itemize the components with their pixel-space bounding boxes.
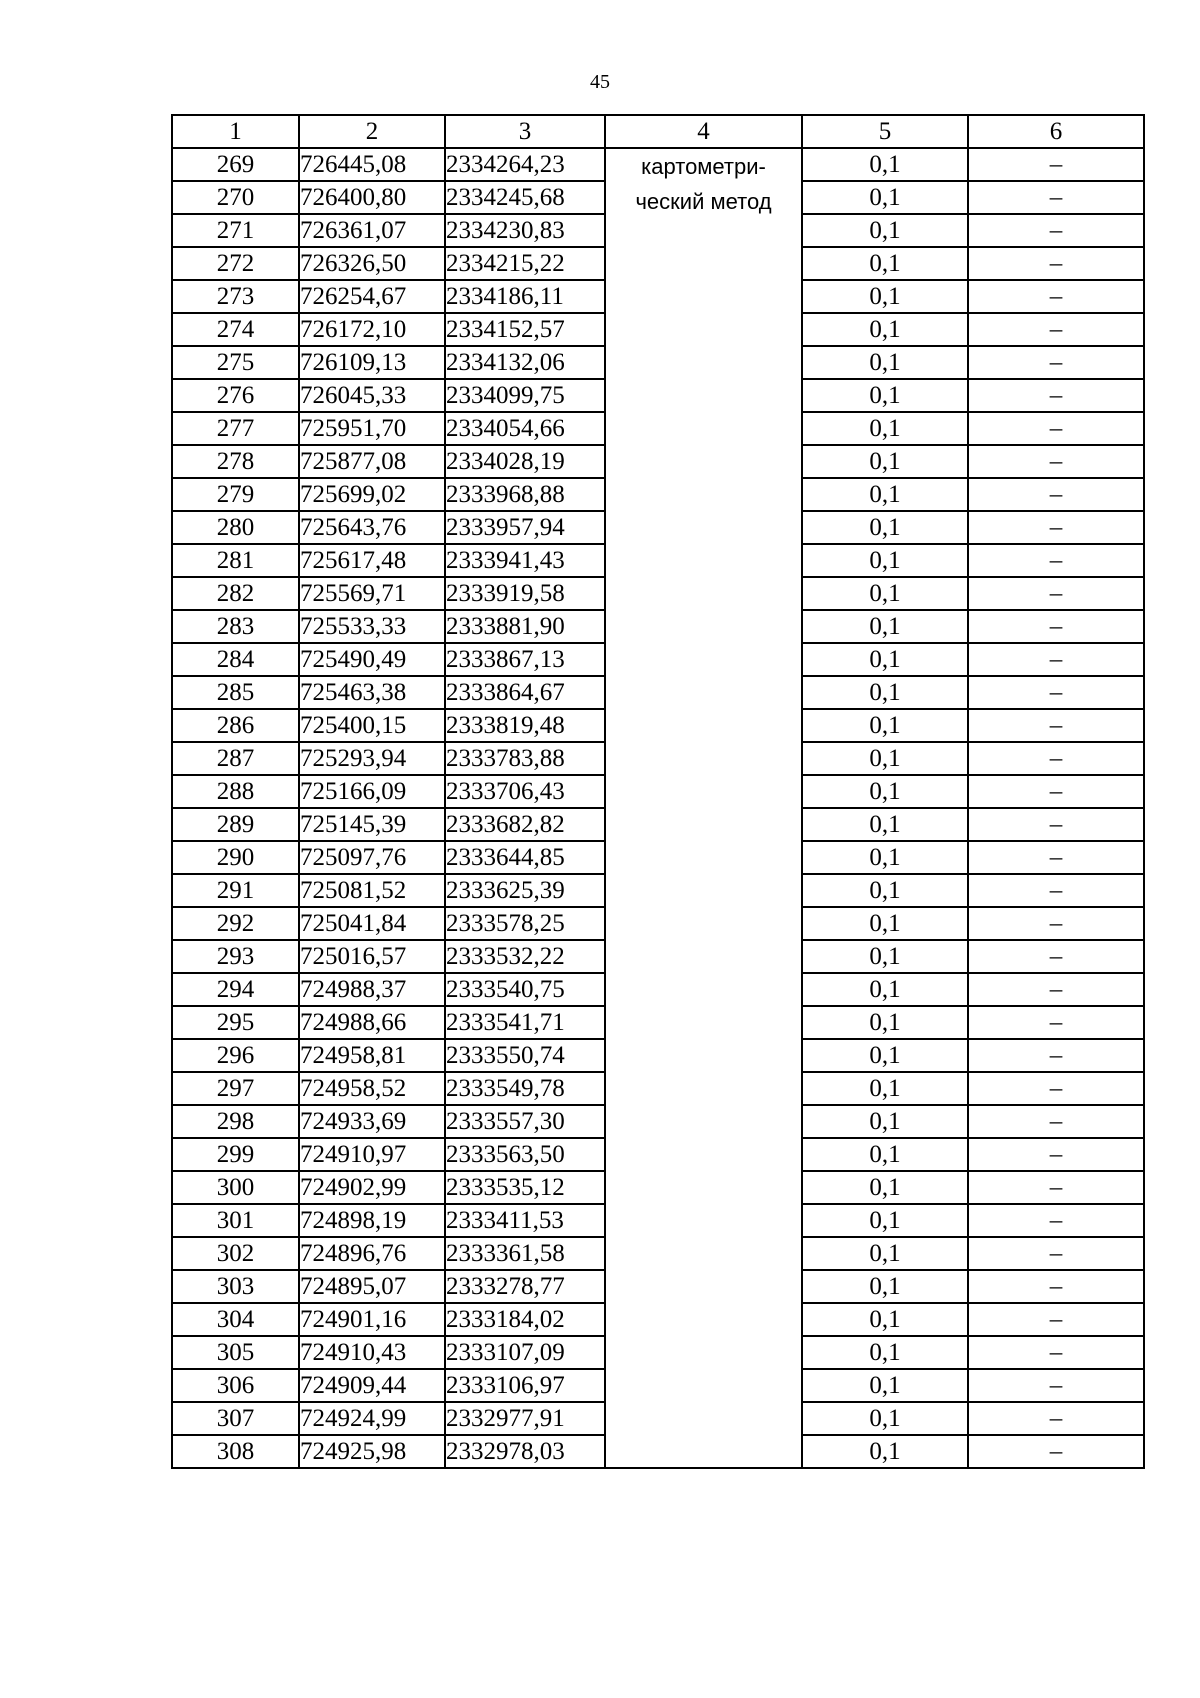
- x-coordinate-cell: 724924,99: [299, 1402, 445, 1435]
- point-number-cell: 291: [172, 874, 299, 907]
- y-coordinate-cell: 2334230,83: [445, 214, 605, 247]
- accuracy-cell: 0,1: [802, 1072, 968, 1105]
- header-col-5: 5: [802, 115, 968, 148]
- accuracy-cell: 0,1: [802, 1369, 968, 1402]
- x-coordinate-cell: 725041,84: [299, 907, 445, 940]
- point-number-cell: 280: [172, 511, 299, 544]
- note-cell: –: [968, 478, 1144, 511]
- x-coordinate-cell: 725097,76: [299, 841, 445, 874]
- point-number-cell: 297: [172, 1072, 299, 1105]
- point-number-cell: 276: [172, 379, 299, 412]
- y-coordinate-cell: 2333881,90: [445, 610, 605, 643]
- y-coordinate-cell: 2333532,22: [445, 940, 605, 973]
- table-body: [172, 148, 1144, 1468]
- y-coordinate-cell: 2333819,48: [445, 709, 605, 742]
- accuracy-cell: 0,1: [802, 478, 968, 511]
- coordinates-table: [171, 114, 1145, 1469]
- x-coordinate-cell: 725617,48: [299, 544, 445, 577]
- x-coordinate-cell: 725463,38: [299, 676, 445, 709]
- header-col-1: 1: [172, 115, 299, 148]
- accuracy-cell: 0,1: [802, 247, 968, 280]
- point-number-cell: 279: [172, 478, 299, 511]
- x-coordinate-cell: 725081,52: [299, 874, 445, 907]
- accuracy-cell: 0,1: [802, 346, 968, 379]
- note-cell: –: [968, 709, 1144, 742]
- note-cell: –: [968, 412, 1144, 445]
- note-cell: –: [968, 1138, 1144, 1171]
- note-cell: –: [968, 973, 1144, 1006]
- note-cell: –: [968, 379, 1144, 412]
- x-coordinate-cell: 724958,81: [299, 1039, 445, 1072]
- accuracy-cell: 0,1: [802, 709, 968, 742]
- y-coordinate-cell: 2333411,53: [445, 1204, 605, 1237]
- x-coordinate-cell: 726361,07: [299, 214, 445, 247]
- x-coordinate-cell: 724901,16: [299, 1303, 445, 1336]
- x-coordinate-cell: 725569,71: [299, 577, 445, 610]
- point-number-cell: 283: [172, 610, 299, 643]
- accuracy-cell: 0,1: [802, 676, 968, 709]
- note-cell: –: [968, 313, 1144, 346]
- note-cell: –: [968, 1303, 1144, 1336]
- x-coordinate-cell: 724895,07: [299, 1270, 445, 1303]
- y-coordinate-cell: 2334215,22: [445, 247, 605, 280]
- accuracy-cell: 0,1: [802, 1402, 968, 1435]
- accuracy-cell: 0,1: [802, 379, 968, 412]
- point-number-cell: 286: [172, 709, 299, 742]
- header-col-2: 2: [299, 115, 445, 148]
- y-coordinate-cell: 2333682,82: [445, 808, 605, 841]
- x-coordinate-cell: 726445,08: [299, 148, 445, 181]
- x-coordinate-cell: 725877,08: [299, 445, 445, 478]
- x-coordinate-cell: 724958,52: [299, 1072, 445, 1105]
- y-coordinate-cell: 2333968,88: [445, 478, 605, 511]
- note-cell: –: [968, 1336, 1144, 1369]
- note-cell: –: [968, 1237, 1144, 1270]
- y-coordinate-cell: 2333957,94: [445, 511, 605, 544]
- note-cell: –: [968, 280, 1144, 313]
- y-coordinate-cell: 2334245,68: [445, 181, 605, 214]
- accuracy-cell: 0,1: [802, 1435, 968, 1468]
- point-number-cell: 281: [172, 544, 299, 577]
- accuracy-cell: 0,1: [802, 1171, 968, 1204]
- accuracy-cell: 0,1: [802, 841, 968, 874]
- x-coordinate-cell: 726400,80: [299, 181, 445, 214]
- note-cell: –: [968, 775, 1144, 808]
- y-coordinate-cell: 2333549,78: [445, 1072, 605, 1105]
- x-coordinate-cell: 724910,43: [299, 1336, 445, 1369]
- accuracy-cell: 0,1: [802, 610, 968, 643]
- note-cell: –: [968, 643, 1144, 676]
- note-cell: –: [968, 874, 1144, 907]
- note-cell: –: [968, 1270, 1144, 1303]
- point-number-cell: 282: [172, 577, 299, 610]
- note-cell: –: [968, 346, 1144, 379]
- y-coordinate-cell: 2333941,43: [445, 544, 605, 577]
- accuracy-cell: 0,1: [802, 1336, 968, 1369]
- x-coordinate-cell: 725643,76: [299, 511, 445, 544]
- note-cell: –: [968, 148, 1144, 181]
- y-coordinate-cell: 2332978,03: [445, 1435, 605, 1468]
- note-cell: –: [968, 544, 1144, 577]
- note-cell: –: [968, 1072, 1144, 1105]
- accuracy-cell: 0,1: [802, 214, 968, 247]
- point-number-cell: 287: [172, 742, 299, 775]
- x-coordinate-cell: 724925,98: [299, 1435, 445, 1468]
- x-coordinate-cell: 726254,67: [299, 280, 445, 313]
- note-cell: –: [968, 1204, 1144, 1237]
- x-coordinate-cell: 725490,49: [299, 643, 445, 676]
- accuracy-cell: 0,1: [802, 1138, 968, 1171]
- point-number-cell: 293: [172, 940, 299, 973]
- y-coordinate-cell: 2334028,19: [445, 445, 605, 478]
- header-col-4: 4: [605, 115, 802, 148]
- y-coordinate-cell: 2332977,91: [445, 1402, 605, 1435]
- point-number-cell: 295: [172, 1006, 299, 1039]
- y-coordinate-cell: 2334186,11: [445, 280, 605, 313]
- x-coordinate-cell: 724910,97: [299, 1138, 445, 1171]
- note-cell: –: [968, 1402, 1144, 1435]
- note-cell: –: [968, 940, 1144, 973]
- y-coordinate-cell: 2333919,58: [445, 577, 605, 610]
- y-coordinate-cell: 2333867,13: [445, 643, 605, 676]
- point-number-cell: 305: [172, 1336, 299, 1369]
- note-cell: –: [968, 1171, 1144, 1204]
- note-cell: –: [968, 445, 1144, 478]
- note-cell: –: [968, 742, 1144, 775]
- y-coordinate-cell: 2334152,57: [445, 313, 605, 346]
- accuracy-cell: 0,1: [802, 181, 968, 214]
- point-number-cell: 274: [172, 313, 299, 346]
- note-cell: –: [968, 610, 1144, 643]
- point-number-cell: 299: [172, 1138, 299, 1171]
- accuracy-cell: 0,1: [802, 940, 968, 973]
- note-cell: –: [968, 808, 1144, 841]
- accuracy-cell: 0,1: [802, 1105, 968, 1138]
- x-coordinate-cell: 724988,37: [299, 973, 445, 1006]
- point-number-cell: 284: [172, 643, 299, 676]
- accuracy-cell: 0,1: [802, 1237, 968, 1270]
- accuracy-cell: 0,1: [802, 544, 968, 577]
- y-coordinate-cell: 2333107,09: [445, 1336, 605, 1369]
- point-number-cell: 285: [172, 676, 299, 709]
- point-number-cell: 271: [172, 214, 299, 247]
- accuracy-cell: 0,1: [802, 445, 968, 478]
- y-coordinate-cell: 2333578,25: [445, 907, 605, 940]
- point-number-cell: 290: [172, 841, 299, 874]
- method-text-line: картометри-: [641, 154, 766, 179]
- accuracy-cell: 0,1: [802, 1303, 968, 1336]
- y-coordinate-cell: 2334132,06: [445, 346, 605, 379]
- point-number-cell: 301: [172, 1204, 299, 1237]
- accuracy-cell: 0,1: [802, 973, 968, 1006]
- point-number-cell: 288: [172, 775, 299, 808]
- x-coordinate-cell: 724898,19: [299, 1204, 445, 1237]
- note-cell: –: [968, 1105, 1144, 1138]
- accuracy-cell: 0,1: [802, 148, 968, 181]
- note-cell: –: [968, 1435, 1144, 1468]
- point-number-cell: 307: [172, 1402, 299, 1435]
- point-number-cell: 302: [172, 1237, 299, 1270]
- y-coordinate-cell: 2333550,74: [445, 1039, 605, 1072]
- y-coordinate-cell: 2334054,66: [445, 412, 605, 445]
- y-coordinate-cell: 2333563,50: [445, 1138, 605, 1171]
- note-cell: –: [968, 247, 1144, 280]
- accuracy-cell: 0,1: [802, 808, 968, 841]
- header-col-3: 3: [445, 115, 605, 148]
- note-cell: –: [968, 676, 1144, 709]
- accuracy-cell: 0,1: [802, 742, 968, 775]
- method-cell: [605, 148, 802, 1468]
- y-coordinate-cell: 2333557,30: [445, 1105, 605, 1138]
- note-cell: –: [968, 1006, 1144, 1039]
- point-number-cell: 272: [172, 247, 299, 280]
- accuracy-cell: 0,1: [802, 874, 968, 907]
- point-number-cell: 304: [172, 1303, 299, 1336]
- x-coordinate-cell: 726172,10: [299, 313, 445, 346]
- table-row: [172, 148, 1144, 181]
- accuracy-cell: 0,1: [802, 412, 968, 445]
- accuracy-cell: 0,1: [802, 1204, 968, 1237]
- y-coordinate-cell: 2333644,85: [445, 841, 605, 874]
- point-number-cell: 308: [172, 1435, 299, 1468]
- x-coordinate-cell: 724902,99: [299, 1171, 445, 1204]
- point-number-cell: 275: [172, 346, 299, 379]
- y-coordinate-cell: 2333106,97: [445, 1369, 605, 1402]
- x-coordinate-cell: 725166,09: [299, 775, 445, 808]
- x-coordinate-cell: 725951,70: [299, 412, 445, 445]
- point-number-cell: 273: [172, 280, 299, 313]
- y-coordinate-cell: 2333535,12: [445, 1171, 605, 1204]
- x-coordinate-cell: 726326,50: [299, 247, 445, 280]
- y-coordinate-cell: 2333540,75: [445, 973, 605, 1006]
- y-coordinate-cell: 2333625,39: [445, 874, 605, 907]
- point-number-cell: 300: [172, 1171, 299, 1204]
- accuracy-cell: 0,1: [802, 907, 968, 940]
- point-number-cell: 270: [172, 181, 299, 214]
- point-number-cell: 289: [172, 808, 299, 841]
- note-cell: –: [968, 181, 1144, 214]
- x-coordinate-cell: 725533,33: [299, 610, 445, 643]
- y-coordinate-cell: 2333706,43: [445, 775, 605, 808]
- point-number-cell: 277: [172, 412, 299, 445]
- y-coordinate-cell: 2334099,75: [445, 379, 605, 412]
- accuracy-cell: 0,1: [802, 1039, 968, 1072]
- accuracy-cell: 0,1: [802, 1006, 968, 1039]
- page-number: 45: [590, 71, 610, 93]
- point-number-cell: 298: [172, 1105, 299, 1138]
- point-number-cell: 278: [172, 445, 299, 478]
- point-number-cell: 269: [172, 148, 299, 181]
- x-coordinate-cell: 725016,57: [299, 940, 445, 973]
- x-coordinate-cell: 726109,13: [299, 346, 445, 379]
- accuracy-cell: 0,1: [802, 1270, 968, 1303]
- y-coordinate-cell: 2333278,77: [445, 1270, 605, 1303]
- x-coordinate-cell: 724896,76: [299, 1237, 445, 1270]
- note-cell: –: [968, 1369, 1144, 1402]
- note-cell: –: [968, 511, 1144, 544]
- y-coordinate-cell: 2333864,67: [445, 676, 605, 709]
- y-coordinate-cell: 2334264,23: [445, 148, 605, 181]
- x-coordinate-cell: 726045,33: [299, 379, 445, 412]
- y-coordinate-cell: 2333541,71: [445, 1006, 605, 1039]
- point-number-cell: 303: [172, 1270, 299, 1303]
- x-coordinate-cell: 724933,69: [299, 1105, 445, 1138]
- point-number-cell: 292: [172, 907, 299, 940]
- accuracy-cell: 0,1: [802, 511, 968, 544]
- header-col-6: 6: [968, 115, 1144, 148]
- point-number-cell: 306: [172, 1369, 299, 1402]
- accuracy-cell: 0,1: [802, 313, 968, 346]
- note-cell: –: [968, 577, 1144, 610]
- note-cell: –: [968, 214, 1144, 247]
- x-coordinate-cell: 725400,15: [299, 709, 445, 742]
- note-cell: –: [968, 907, 1144, 940]
- note-cell: –: [968, 841, 1144, 874]
- x-coordinate-cell: 725145,39: [299, 808, 445, 841]
- y-coordinate-cell: 2333361,58: [445, 1237, 605, 1270]
- point-number-cell: 296: [172, 1039, 299, 1072]
- point-number-cell: 294: [172, 973, 299, 1006]
- method-text-line: ческий метод: [635, 189, 772, 214]
- x-coordinate-cell: 725699,02: [299, 478, 445, 511]
- table-header-row: [172, 115, 1144, 148]
- x-coordinate-cell: 724909,44: [299, 1369, 445, 1402]
- note-cell: –: [968, 1039, 1144, 1072]
- x-coordinate-cell: 724988,66: [299, 1006, 445, 1039]
- y-coordinate-cell: 2333783,88: [445, 742, 605, 775]
- accuracy-cell: 0,1: [802, 280, 968, 313]
- accuracy-cell: 0,1: [802, 577, 968, 610]
- y-coordinate-cell: 2333184,02: [445, 1303, 605, 1336]
- accuracy-cell: 0,1: [802, 643, 968, 676]
- x-coordinate-cell: 725293,94: [299, 742, 445, 775]
- accuracy-cell: 0,1: [802, 775, 968, 808]
